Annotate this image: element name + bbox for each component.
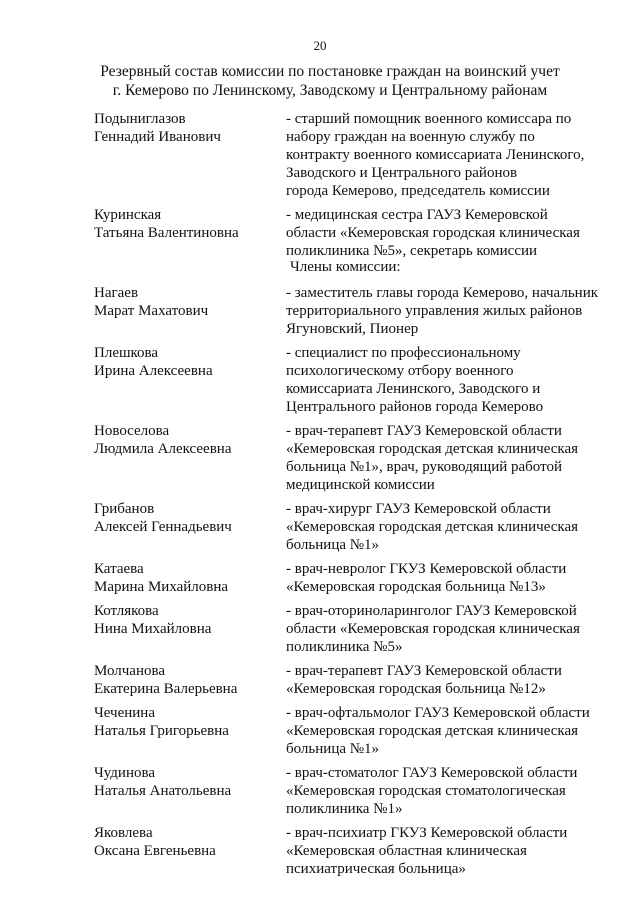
commission-entry: [94, 764, 614, 818]
person-role: [286, 824, 608, 878]
leaders-list: [94, 110, 614, 266]
person-name: [94, 662, 286, 698]
role-line: больница №1»: [286, 741, 380, 757]
person-name: [94, 560, 286, 596]
person-name: [94, 764, 286, 818]
person-role: [286, 110, 608, 200]
role-line: «Кемеровская городская больница №12»: [286, 681, 546, 697]
person-role: [286, 500, 608, 554]
role-line: Центрального районов города Кемерово: [286, 399, 544, 415]
name-line: Екатерина Валерьевна: [94, 681, 238, 697]
role-line: - врач-офтальмолог ГАУЗ Кемеровской области: [286, 705, 590, 721]
members-heading: Члены комиссии:: [290, 259, 401, 275]
role-line: Ягуновский, Пионер: [286, 321, 419, 337]
person-role: [286, 284, 608, 338]
role-line: «Кемеровская городская детская клиническая: [286, 441, 579, 457]
role-line: - медицинская сестра ГАУЗ Кемеровской: [286, 207, 548, 223]
title-line: г. Кемерово по Ленинскому, Заводскому и Центральному районам: [112, 82, 548, 99]
name-line: Марина Михайловна: [94, 579, 229, 595]
commission-entry: [94, 602, 614, 656]
role-line: области «Кемеровская городская клиническая: [286, 621, 580, 637]
role-line: комиссариата Ленинского, Заводского и: [286, 381, 541, 397]
role-line: «Кемеровская городская стоматологическая: [286, 783, 566, 799]
role-line: «Кемеровская городская детская клиническая: [286, 723, 579, 739]
role-line: психологическому отбору военного: [286, 363, 514, 379]
name-line: Нина Михайловна: [94, 621, 212, 637]
commission-entry: [94, 110, 614, 200]
role-line: - специалист по профессиональному: [286, 345, 521, 361]
person-role: [286, 560, 608, 596]
document-title: [60, 62, 600, 100]
commission-entry: [94, 662, 614, 698]
person-role: [286, 344, 608, 416]
name-line: Чудинова: [94, 765, 156, 781]
person-name: [94, 344, 286, 416]
role-line: города Кемерово, председатель комиссии: [286, 183, 550, 199]
name-line: Ирина Алексеевна: [94, 363, 213, 379]
role-line: «Кемеровская областная клиническая: [286, 843, 527, 859]
role-line: поликлиника №5»: [286, 639, 403, 655]
person-role: [286, 764, 608, 818]
role-line: поликлиника №5», секретарь комиссии: [286, 243, 538, 259]
role-line: психиатрическая больница»: [286, 861, 466, 877]
person-name: [94, 824, 286, 878]
person-name: [94, 110, 286, 200]
role-line: - врач-стоматолог ГАУЗ Кемеровской области: [286, 765, 578, 781]
role-line: медицинской комиссии: [286, 477, 435, 493]
commission-entry: [94, 500, 614, 554]
person-role: [286, 602, 608, 656]
role-line: «Кемеровская городская больница №13»: [286, 579, 546, 595]
role-line: области «Кемеровская городская клиническая: [286, 225, 580, 241]
name-line: Геннадий Иванович: [94, 129, 221, 145]
name-line: Чеченина: [94, 705, 155, 721]
commission-entry: [94, 284, 614, 338]
person-role: [286, 422, 608, 494]
name-line: Марат Махатович: [94, 303, 209, 319]
members-list: [94, 284, 614, 884]
commission-entry: [94, 560, 614, 596]
name-line: Оксана Евгеньевна: [94, 843, 216, 859]
person-name: [94, 284, 286, 338]
name-line: Катаева: [94, 561, 144, 577]
name-line: Куринская: [94, 207, 162, 223]
name-line: Людмила Алексеевна: [94, 441, 232, 457]
person-name: [94, 602, 286, 656]
person-role: [286, 662, 608, 698]
person-role: [286, 206, 608, 260]
role-line: - врач-психиатр ГКУЗ Кемеровской области: [286, 825, 568, 841]
person-name: [94, 704, 286, 758]
role-line: больница №1», врач, руководящий работой: [286, 459, 562, 475]
role-line: - врач-хирург ГАУЗ Кемеровской области: [286, 501, 551, 517]
name-line: Котлякова: [94, 603, 159, 619]
name-line: Новоселова: [94, 423, 170, 439]
commission-entry: [94, 206, 614, 260]
person-role: [286, 704, 608, 758]
role-line: больница №1»: [286, 537, 380, 553]
name-line: Плешкова: [94, 345, 159, 361]
name-line: Грибанов: [94, 501, 155, 517]
name-line: Алексей Геннадьевич: [94, 519, 232, 535]
commission-entry: [94, 344, 614, 416]
role-line: - заместитель главы города Кемерово, начальник: [286, 285, 599, 301]
commission-entry: [94, 704, 614, 758]
page-number: 20: [313, 38, 327, 53]
person-name: [94, 500, 286, 554]
commission-entry: [94, 824, 614, 878]
role-line: - врач-оториноларинголог ГАУЗ Кемеровской: [286, 603, 577, 619]
title-line: Резервный состав комиссии по постановке граждан на воинский учет: [100, 63, 560, 80]
name-line: Наталья Григорьевна: [94, 723, 229, 739]
role-line: набору граждан на военную службу по: [286, 129, 535, 145]
name-line: Наталья Анатольевна: [94, 783, 232, 799]
name-line: Татьяна Валентиновна: [94, 225, 239, 241]
name-line: Молчанова: [94, 663, 166, 679]
person-name: [94, 206, 286, 260]
role-line: «Кемеровская городская детская клиническая: [286, 519, 579, 535]
role-line: Заводского и Центрального районов: [286, 165, 518, 181]
role-line: - врач-терапевт ГАУЗ Кемеровской области: [286, 423, 562, 439]
role-line: контракту военного комиссариата Ленинского,: [286, 147, 585, 163]
name-line: Яковлева: [94, 825, 153, 841]
role-line: - врач-терапевт ГАУЗ Кемеровской области: [286, 663, 562, 679]
name-line: Нагаев: [94, 285, 139, 301]
role-line: - старший помощник военного комиссара по: [286, 111, 572, 127]
role-line: - врач-невролог ГКУЗ Кемеровской области: [286, 561, 567, 577]
role-line: поликлиника №1»: [286, 801, 403, 817]
commission-entry: [94, 422, 614, 494]
name-line: Подыниглазов: [94, 111, 186, 127]
role-line: территориального управления жилых районов: [286, 303, 583, 319]
person-name: [94, 422, 286, 494]
